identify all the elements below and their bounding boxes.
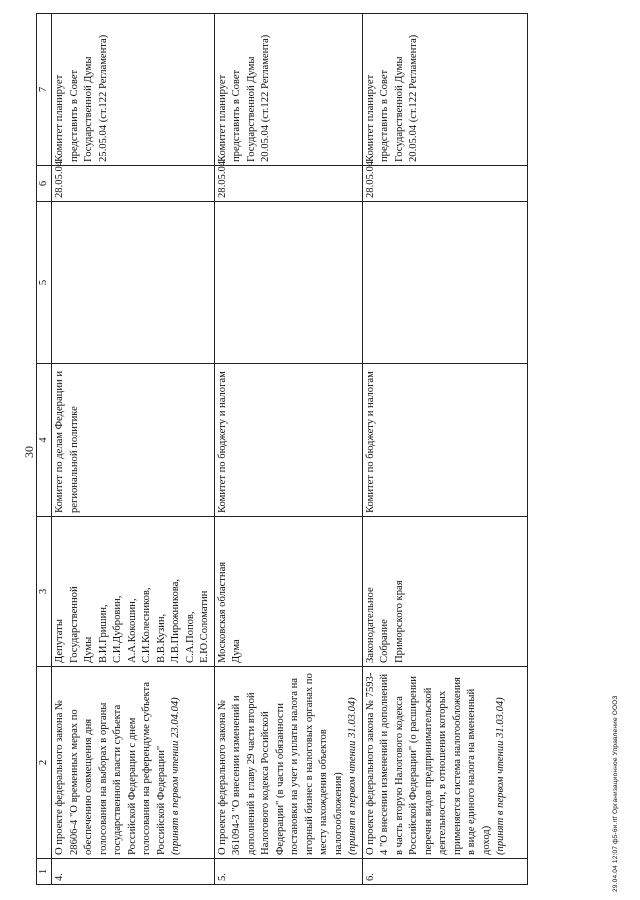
bill-cell	[214, 667, 362, 859]
initiator-line: Дума	[231, 639, 242, 663]
row-number: 4.	[52, 859, 215, 885]
note-cell: Комитет планирует представить в Совет Государственной Думы 20.05.04 (ст.122 Регламента)	[214, 14, 362, 166]
note-cell: Комитет планирует представить в Совет Государственной Думы 25.05.04 (ст.122 Регламента)	[52, 14, 215, 166]
bill-title: О проекте федерального закона № 361094-3	[216, 699, 242, 855]
bill-reading-note: (принят в первом чтении 31.03.04)	[495, 697, 506, 855]
empty-cell	[362, 202, 527, 364]
initiator-line: Депутаты	[54, 619, 65, 663]
bills-table	[36, 13, 528, 885]
date-cell: 28.05.04	[52, 166, 215, 202]
initiator-line: Московская областная	[216, 561, 228, 663]
initiator-line: Е.Ю.Соломатин	[199, 590, 210, 663]
committee-cell: Комитет по бюджету и налогам	[214, 364, 362, 517]
date-cell: 28.05.04	[362, 166, 527, 202]
bill-cell	[52, 667, 215, 859]
initiator-line: В.В.Кузин,	[155, 613, 167, 663]
bill-title: О проекте федерального закона № 28606-4	[54, 699, 80, 855]
table-row	[214, 14, 362, 885]
bill-reading-note: (принят в первом чтении 31.03.04)	[347, 697, 358, 855]
initiators-cell	[214, 517, 362, 667]
header-row	[37, 14, 52, 885]
footer-stamp: 29.04.04 12:07 ф5-6и.rtf Организационное Управление ОООЗ	[612, 695, 619, 892]
initiator-line: Л.В.Пирожникова,	[170, 579, 181, 663]
initiator-line: А.А.Кокошин,	[126, 598, 138, 663]
row-number: 6.	[362, 859, 527, 885]
table-row	[362, 14, 527, 885]
col-header-2: 2	[37, 667, 52, 859]
initiator-line: Приморского края	[393, 580, 405, 663]
committee-cell: Комитет по бюджету и налогам	[362, 364, 527, 517]
initiator-line: С.И.Дубровин,	[112, 595, 123, 663]
note-cell: Комитет планирует представить в Совет Государственной Думы 20.05.04 (ст.122 Регламента)	[362, 14, 527, 166]
bill-title: О проекте федерального закона № 7593-4	[364, 672, 390, 855]
initiators-cell	[52, 517, 215, 667]
initiator-line: Собрание	[379, 619, 390, 663]
empty-cell	[52, 202, 215, 364]
bill-description: "О временных мерах по обеспечению совмещения дня голосования на выборах в органы государственной власти субъекта Российской Федерации с днем голосования на референдуме субъекта Российской Федерации"	[68, 682, 167, 855]
table-row	[52, 14, 215, 885]
committee-cell: Комитет по делам Федерации и региональной политике	[52, 364, 215, 517]
initiator-line: Законодательное	[364, 587, 376, 663]
bill-description: "О внесении изменений и дополнений в главу 29 части второй Налогового кодекса Российской Федерации" (в части обязанности постановки на учет и уплаты налога на игорный бизнес в налоговых органах по месту нахождения объектов налогообложения)	[231, 673, 344, 855]
col-header-3: 3	[37, 517, 52, 667]
col-header-4: 4	[37, 364, 52, 517]
col-header-6: 6	[37, 166, 52, 202]
initiator-line: Думы	[83, 636, 94, 663]
col-header-1: 1	[37, 859, 52, 885]
row-number: 5.	[214, 859, 362, 885]
initiator-line: С.А.Попов,	[184, 611, 196, 663]
initiator-line: Государственной	[68, 586, 80, 663]
bill-reading-note: (принят в первом чтении 23.04.04)	[170, 697, 181, 855]
bill-cell	[362, 667, 527, 859]
col-header-7: 7	[37, 14, 52, 166]
initiator-line: В.И.Гришин,	[97, 604, 109, 663]
col-header-5: 5	[37, 202, 52, 364]
page-number: 30	[22, 446, 36, 458]
date-cell: 28.05.04	[214, 166, 362, 202]
initiators-cell	[362, 517, 527, 667]
initiator-line: С.И.Колесников,	[141, 587, 152, 663]
empty-cell	[214, 202, 362, 364]
bill-description: "О внесении изменений и дополнений в часть вторую Налогового кодекса Российской Федерации" (о расширении перечня видов предпринимательской деятельности, в отношении которых применяется система налогообложения в виде единого налога на вмененный доход)	[379, 673, 492, 855]
